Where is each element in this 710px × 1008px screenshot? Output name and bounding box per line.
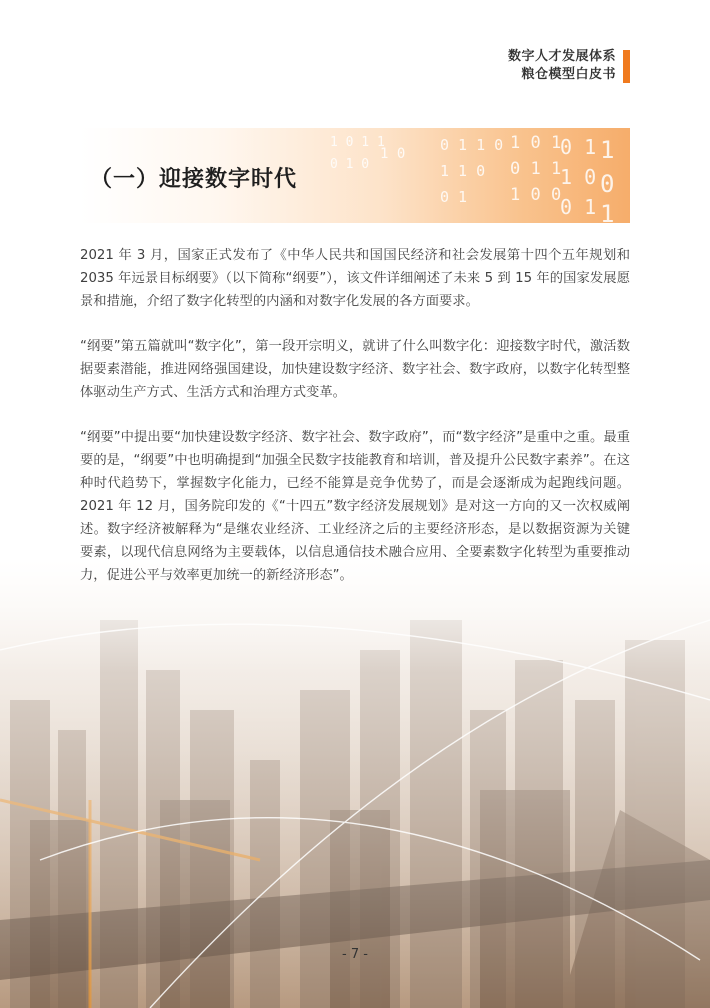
svg-text:1: 1: [600, 136, 615, 164]
svg-text:0 1 1: 0 1 1: [510, 159, 562, 179]
svg-text:1 0 0: 1 0 0: [510, 185, 562, 205]
svg-text:1 0 1: 1 0 1: [510, 133, 562, 153]
header-title-line2: 粮仓模型白皮书: [521, 67, 616, 82]
header-title-line1: 数字人才发展体系: [507, 49, 616, 64]
svg-text:0 1: 0 1: [560, 135, 597, 159]
city-background-image: [0, 560, 710, 1008]
body-text: [80, 244, 630, 609]
svg-text:0 1 0: 0 1 0: [330, 157, 370, 172]
svg-text:0 1: 0 1: [560, 195, 597, 219]
paragraph-3: “纲要”中提出要“加快建设数字经济、数字社会、数字政府”，而“数字经济”是重中之重。最重要的是，“纲要”中也明确提到“加强全民数字技能教育和培训，普及提升公民数字素养”。在这种时代趋势下，掌握数字化能力，已经不能算是竞争优势了，而是会逐渐成为起跑线问题。2021 年 12 月，国务院印发的《“十四五”数字经济发展规划》是对这一方向的又一次权威阐述。数字经济被解释为“是继农业经济、工业经济之后的主要经济形态，是以数据资源为关键要素，以现代信息网络为主要载体，以信息通信技术融合应用、全要素数字化转型为重要推动力，促进公平与效率更加统一的新经济形态”。: [80, 430, 630, 583]
page-number: - 7 -: [342, 947, 368, 962]
svg-text:1 0: 1 0: [380, 146, 406, 162]
svg-text:1 1 0: 1 1 0: [440, 162, 486, 180]
svg-text:0: 0: [600, 170, 615, 198]
svg-text:0 1: 0 1: [440, 188, 468, 206]
svg-text:1 0 1 1: 1 0 1 1: [330, 135, 385, 150]
svg-text:1 0: 1 0: [560, 165, 597, 189]
running-header: [508, 48, 616, 84]
svg-text:1: 1: [600, 200, 615, 223]
section-title: （一）迎接数字时代: [90, 167, 298, 192]
header-accent-bar: [623, 50, 630, 83]
paragraph-1: 2021 年 3 月，国家正式发布了《中华人民共和国国民经济和社会发展第十四个五年规划和 2035 年远景目标纲要》（以下简称“纲要”），该文件详细阐述了未来 5 到 15 年的国家发展愿景和措施，介绍了数字化转型的内涵和对数字化发展的各方面要求。: [80, 248, 630, 309]
paragraph-2: “纲要”第五篇就叫“数字化”，第一段开宗明义，就讲了什么叫数字化：迎接数字时代，激活数据要素潜能，推进网络强国建设，加快建设数字经济、数字社会、数字政府，以数字化转型整体驱动生产方式、生活方式和治理方式变革。: [80, 339, 630, 400]
section-banner: [80, 128, 630, 223]
svg-text:0 1 1 0: 0 1 1 0: [440, 136, 504, 154]
